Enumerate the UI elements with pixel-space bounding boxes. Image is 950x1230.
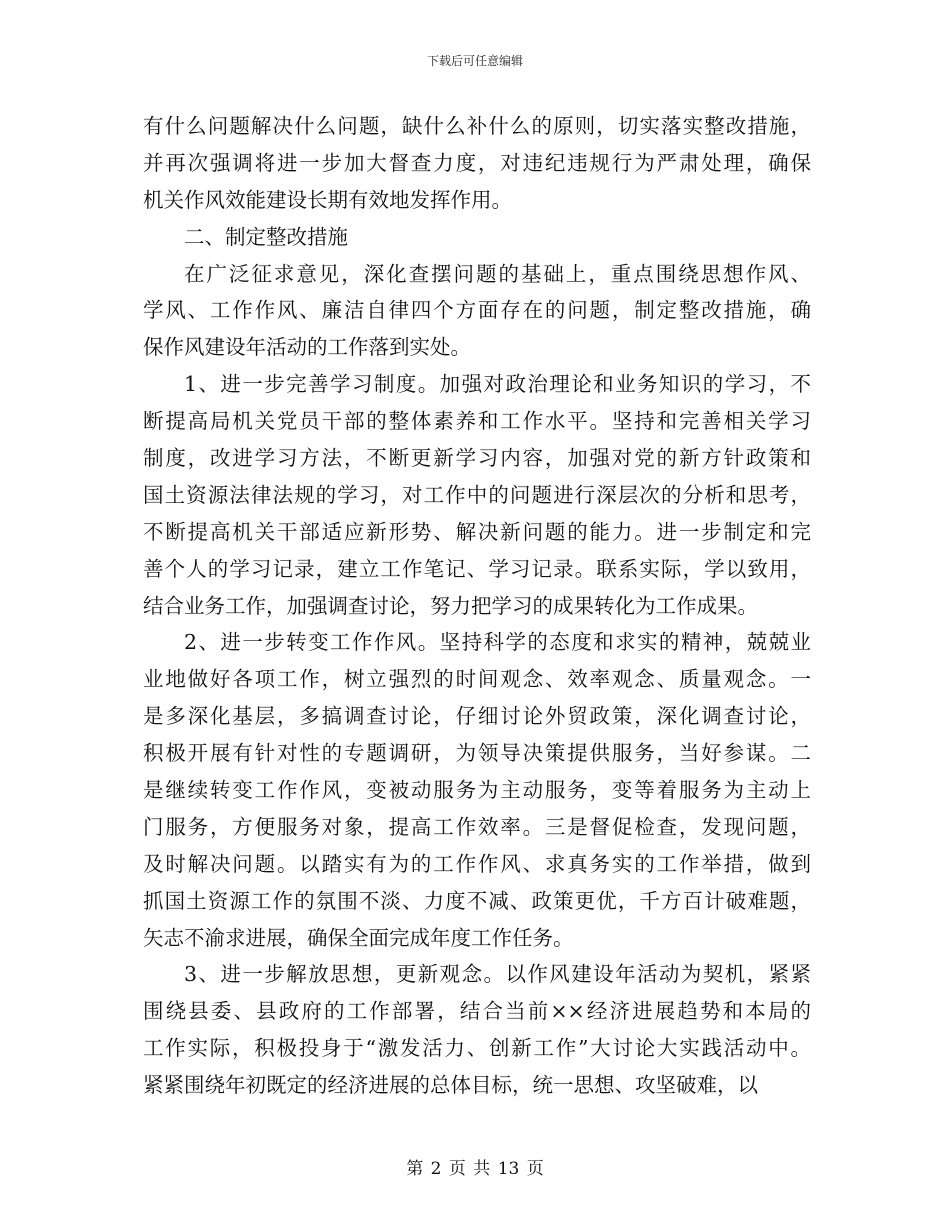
text-line: 有什么问题解决什么问题，缺什么补什么的原则，切实落实整改措施， — [143, 114, 811, 138]
text-line: 在广泛征求意见，深化查摆问题的基础上，重点围绕思想作风、 — [184, 261, 811, 286]
text-line: 机关作风效能建设长期有效地发挥作用。 — [143, 187, 512, 212]
text-line: 1、进一步完善学习制度。加强对政治理论和业务知识的学习，不 — [184, 372, 811, 397]
text-line: 是继续转变工作作风，变被动服务为主动服务，变等着服务为主动上 — [143, 778, 811, 803]
text-line: 抓国土资源工作的氛围不淡、力度不减、政策更优，千方百计破难题， — [143, 888, 811, 913]
page-number-footer: 第 2 页 共 13 页 — [406, 1159, 544, 1179]
text-line: 并再次强调将进一步加大督查力度，对违纪违规行为严肃处理，确保 — [143, 150, 811, 175]
text-line: 学风、工作作风、廉洁自律四个方面存在的问题，制定整改措施，确 — [143, 298, 811, 323]
page-header: 下载后可任意编辑 — [426, 54, 523, 68]
text-line: 及时解决问题。以踏实有为的工作作风、求真务实的工作举措，做到 — [143, 851, 811, 876]
text-line: 围绕县委、县政府的工作部署，结合当前××经济进展趋势和本局的 — [143, 999, 811, 1024]
text-line: 断提高局机关党员干部的整体素养和工作水平。坚持和完善相关学习 — [143, 409, 811, 434]
text-line: 业地做好各项工作，树立强烈的时间观念、效率观念、质量观念。一 — [143, 667, 811, 692]
text-line: 二、制定整改措施 — [184, 224, 348, 249]
text-line: 3、进一步解放思想，更新观念。以作风建设年活动为契机，紧紧 — [184, 962, 811, 987]
text-line: 不断提高机关干部适应新形势、解决新问题的能力。进一步制定和完 — [143, 519, 811, 544]
text-line: 是多深化基层，多搞调查讨论，仔细讨论外贸政策，深化调查讨论， — [143, 704, 811, 729]
text-line: 制度，改进学习方法，不断更新学习内容，加强对党的新方针政策和 — [143, 446, 811, 471]
text-line: 门服务，方便服务对象，提高工作效率。三是督促检查，发现问题， — [143, 814, 811, 839]
text-line: 国土资源法律法规的学习，对工作中的问题进行深层次的分析和思考， — [143, 482, 811, 507]
paragraph — [143, 366, 811, 624]
text-line: 保作风建设年活动的工作落到实处。 — [143, 335, 471, 360]
text-line: 紧紧围绕年初既定的经济进展的总体目标，统一思想、攻坚破难，以 — [143, 1073, 758, 1098]
text-line: 2、进一步转变工作作风。坚持科学的态度和求实的精神，兢兢业 — [184, 630, 811, 655]
text-line: 积极开展有针对性的专题调研，为领导决策提供服务，当好参谋。二 — [143, 741, 811, 766]
paragraph — [143, 219, 811, 256]
text-line: 结合业务工作，加强调查讨论，努力把学习的成果转化为工作成果。 — [143, 593, 758, 618]
paragraph — [143, 108, 811, 219]
paragraph — [143, 624, 811, 956]
text-line: 矢志不渝求进展，确保全面完成年度工作任务。 — [143, 925, 574, 950]
paragraph — [143, 956, 811, 1104]
text-line: 工作实际，积极投身于“激发活力、创新工作”大讨论大实践活动中。 — [143, 1036, 811, 1061]
text-line: 善个人的学习记录，建立工作笔记、学习记录。联系实际，学以致用， — [143, 556, 811, 581]
document-body — [143, 108, 811, 1104]
paragraph — [143, 256, 811, 367]
